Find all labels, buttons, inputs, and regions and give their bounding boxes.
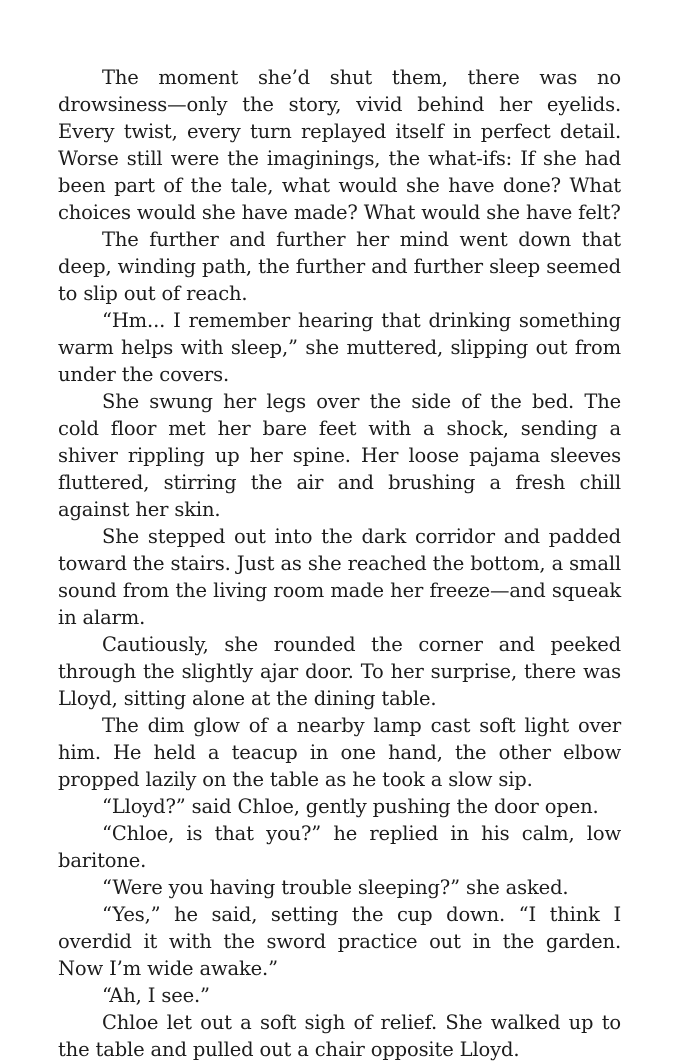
paragraph: The moment she’d shut them, there was no drowsiness—only the story, vivid behind her eyelids. Every twist, every turn replayed itself in perfect detail. Worse still were the imaginings, the what-ifs: If she had been part of the tale, what would she have done? What choices would she have made? What would she have felt?	[58, 66, 621, 224]
paragraph: “Lloyd?” said Chloe, gently pushing the door open.	[102, 795, 599, 818]
paragraph: “Hm... I remember hearing that drinking something warm helps with sleep,” she muttered, slipping out from under the covers.	[58, 309, 621, 386]
paragraph: The dim glow of a nearby lamp cast soft light over him. He held a teacup in one hand, the other elbow propped lazily on the table as he took a slow sip.	[58, 714, 621, 791]
paragraph: “Were you having trouble sleeping?” she asked.	[102, 876, 569, 899]
paragraph: Cautiously, she rounded the corner and peeked through the slightly ajar door. To her surprise, there was Lloyd, sitting alone at the dining table.	[58, 633, 621, 710]
paragraph: “Yes,” he said, setting the cup down. “I think I overdid it with the sword practice out in the garden. Now I’m wide awake.”	[58, 903, 621, 980]
paragraph: “Ah, I see.”	[102, 984, 210, 1007]
paragraph: The further and further her mind went down that deep, winding path, the further and further sleep seemed to slip out of reach.	[58, 228, 621, 305]
book-page	[58, 64, 621, 1063]
paragraph: She swung her legs over the side of the bed. The cold floor met her bare feet with a shock, sending a shiver rippling up her spine. Her loose pajama sleeves fluttered, stirring the air and brushing a fresh chill against her skin.	[58, 390, 621, 521]
paragraph: “Chloe, is that you?” he replied in his calm, low baritone.	[58, 822, 621, 872]
paragraph: Chloe let out a soft sigh of relief. She walked up to the table and pulled out a chair opposite Lloyd.	[58, 1011, 621, 1061]
paragraph: She stepped out into the dark corridor and padded toward the stairs. Just as she reached the bottom, a small sound from the living room made her freeze—and squeak in alarm.	[58, 525, 621, 629]
